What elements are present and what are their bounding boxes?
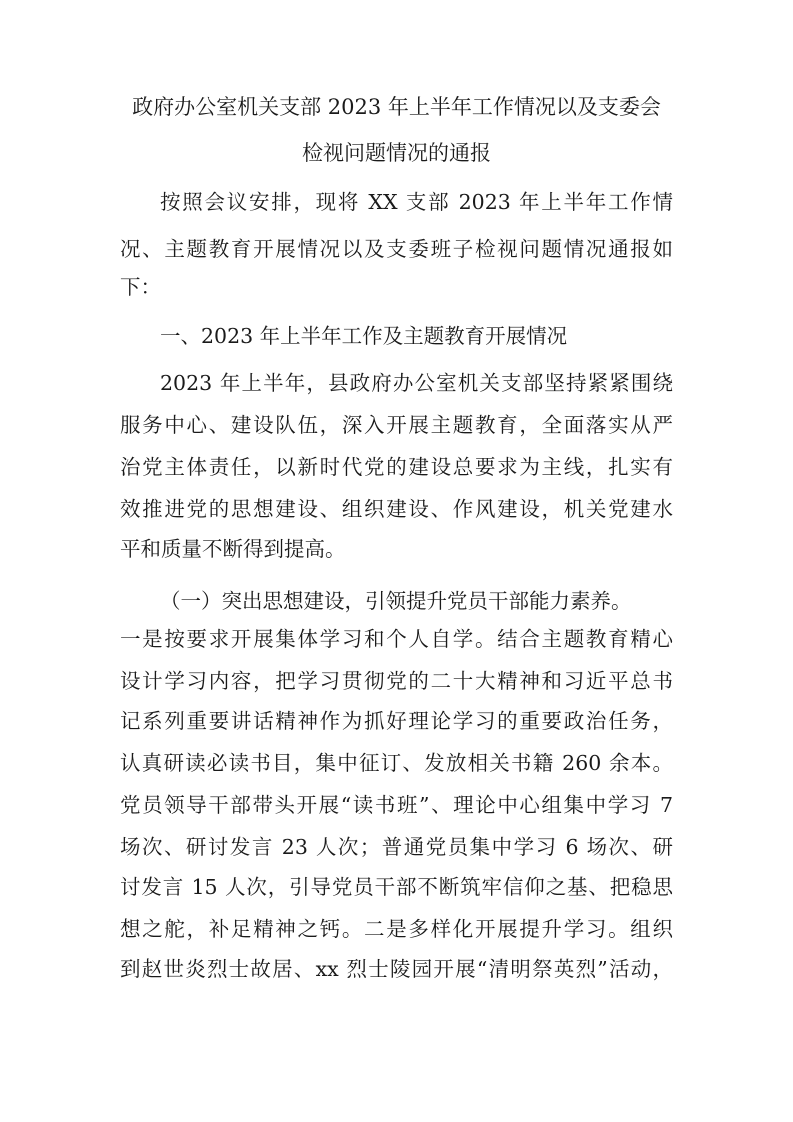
subsection-heading-line: （一）突出思想建设，引领提升党员干部能力素养。 xyxy=(160,589,632,613)
paragraph-line: 2023 年上半年，县政府办公室机关支部坚持紧紧围绕 xyxy=(160,371,673,395)
intro-line: 下： xyxy=(120,275,161,299)
paragraph-line: 党员领导干部带头开展“读书班”、理论中心组集中学习 7 xyxy=(120,793,673,817)
document-title-line-2: 检视问题情况的通报 xyxy=(302,141,491,165)
section-heading: 一、2023 年上半年工作及主题教育开展情况 xyxy=(160,324,568,348)
paragraph-line: 服务中心、建设队伍，深入开展主题教育，全面落实从严 xyxy=(120,413,673,437)
document-title-line-1: 政府办公室机关支部 2023 年上半年工作情况以及支委会 xyxy=(132,95,661,119)
paragraph-line: 平和质量不断得到提高。 xyxy=(120,537,346,561)
paragraph-line: 场次、研讨发言 23 人次；普通党员集中学习 6 场次、研 xyxy=(120,835,673,859)
paragraph-line: 一是按要求开展集体学习和个人自学。结合主题教育精心 xyxy=(120,627,673,651)
paragraph-line: 想之舵，补足精神之钙。二是多样化开展提升学习。组织 xyxy=(120,917,673,941)
paragraph-line: 认真研读必读书目，集中征订、发放相关书籍 260 余本。 xyxy=(120,751,673,775)
paragraph-line: 到赵世炎烈士故居、xx 烈士陵园开展“清明祭英烈”活动， xyxy=(120,957,673,981)
intro-line: 况、主题教育开展情况以及支委班子检视问题情况通报如 xyxy=(120,237,673,261)
paragraph-line: 效推进党的思想建设、组织建设、作风建设，机关党建水 xyxy=(120,497,673,521)
intro-line: 按照会议安排，现将 XX 支部 2023 年上半年工作情 xyxy=(160,190,673,214)
paragraph-line: 记系列重要讲话精神作为抓好理论学习的重要政治任务， xyxy=(120,709,673,733)
paragraph-line: 讨发言 15 人次，引导党员干部不断筑牢信仰之基、把稳思 xyxy=(120,875,673,899)
paragraph-line: 设计学习内容，把学习贯彻党的二十大精神和习近平总书 xyxy=(120,669,673,693)
paragraph-line: 治党主体责任，以新时代党的建设总要求为主线，扎实有 xyxy=(120,455,673,479)
